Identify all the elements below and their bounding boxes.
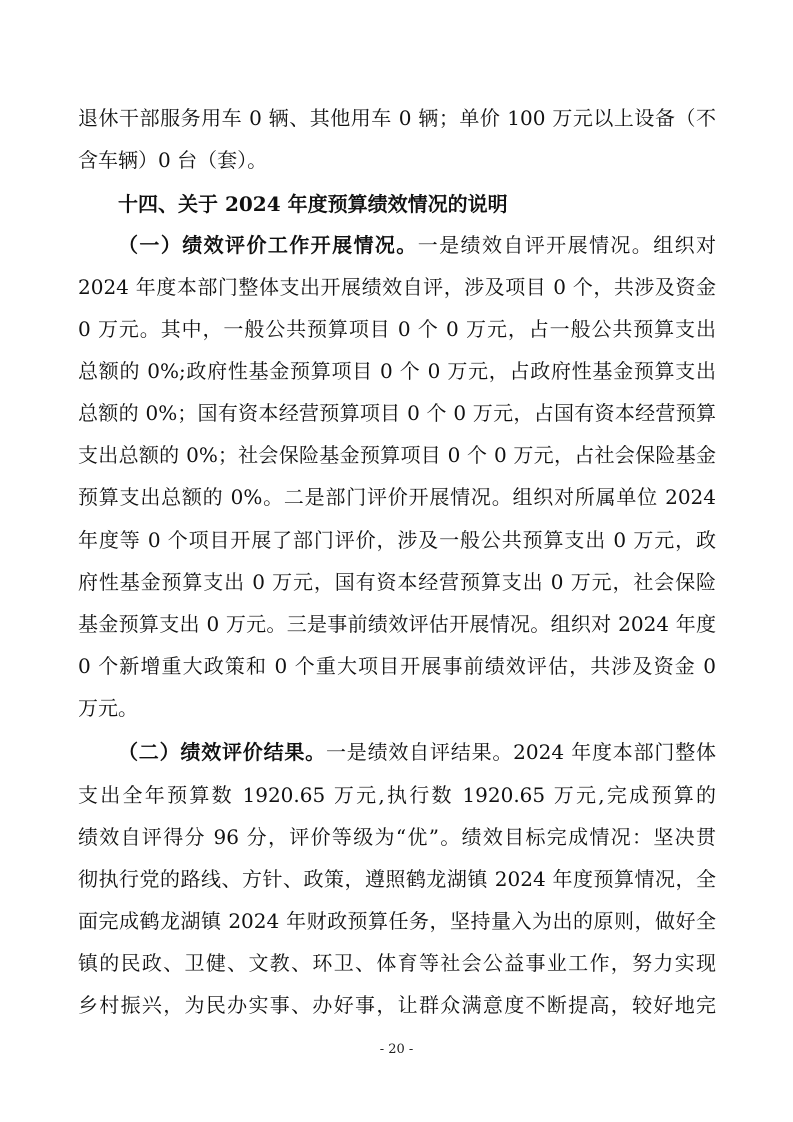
body-line: 面完成鹤龙湖镇 2024 年财政预算任务，坚持量入为出的原则，做好全 (78, 909, 716, 933)
body-line: 支出全年预算数 1920.65 万元,执行数 1920.65 万元,完成预算的 (78, 783, 716, 807)
body-text: 一是绩效自评开展情况。组织对 (417, 233, 716, 257)
body-line: 基金预算支出 0 万元。三是事前绩效评估开展情况。组织对 2024 年度 (78, 612, 716, 636)
body-line: 镇的民政、卫健、文教、环卫、体育等社会公益事业工作，努力实现 (78, 951, 716, 975)
body-line: 支出总额的 0%；社会保险基金预算项目 0 个 0 万元，占社会保险基金 (78, 443, 716, 467)
body-line: 年度等 0 个项目开展了部门评价，涉及一般公共预算支出 0 万元，政 (78, 528, 716, 552)
body-line: 万元。 (78, 696, 138, 720)
section-heading: 十四、关于 2024 年度预算绩效情况的说明 (118, 192, 508, 216)
body-line: 总额的 0%;政府性基金预算项目 0 个 0 万元，占政府性基金预算支出 (78, 359, 716, 383)
body-line: 退休干部服务用车 0 辆、其他用车 0 辆；单价 100 万元以上设备（不 (78, 106, 716, 130)
page-number: - 20 - (379, 1042, 414, 1057)
body-line: 预算支出总额的 0%。二是部门评价开展情况。组织对所属单位 2024 (78, 485, 716, 509)
body-line: 0 个新增重大政策和 0 个重大项目开展事前绩效评估，共涉及资金 0 (78, 654, 716, 678)
body-line: 乡村振兴，为民办实事、办好事，让群众满意度不断提高，较好地完 (78, 993, 716, 1017)
subsection-line (118, 737, 716, 767)
body-line: 含车辆）0 台（套）。 (78, 148, 268, 172)
subsection-line (118, 230, 716, 260)
subsection-heading: （二）绩效评价结果。 (118, 740, 326, 764)
body-text: 一是绩效自评结果。2024 年度本部门整体 (325, 740, 716, 764)
body-line: 府性基金预算支出 0 万元，国有资本经营预算支出 0 万元，社会保险 (78, 570, 716, 594)
subsection-heading: （一）绩效评价工作开展情况。 (118, 233, 418, 257)
body-line: 总额的 0%；国有资本经营预算项目 0 个 0 万元，占国有资本经营预算 (78, 401, 716, 425)
body-line: 彻执行党的路线、方针、政策，遵照鹤龙湖镇 2024 年度预算情况，全 (78, 867, 716, 891)
body-line: 绩效自评得分 96 分，评价等级为“优”。绩效目标完成情况：坚决贯 (78, 825, 716, 849)
body-line: 2024 年度本部门整体支出开展绩效自评，涉及项目 0 个，共涉及资金 (78, 275, 716, 299)
body-line: 0 万元。其中，一般公共预算项目 0 个 0 万元，占一般公共预算支出 (78, 317, 716, 341)
